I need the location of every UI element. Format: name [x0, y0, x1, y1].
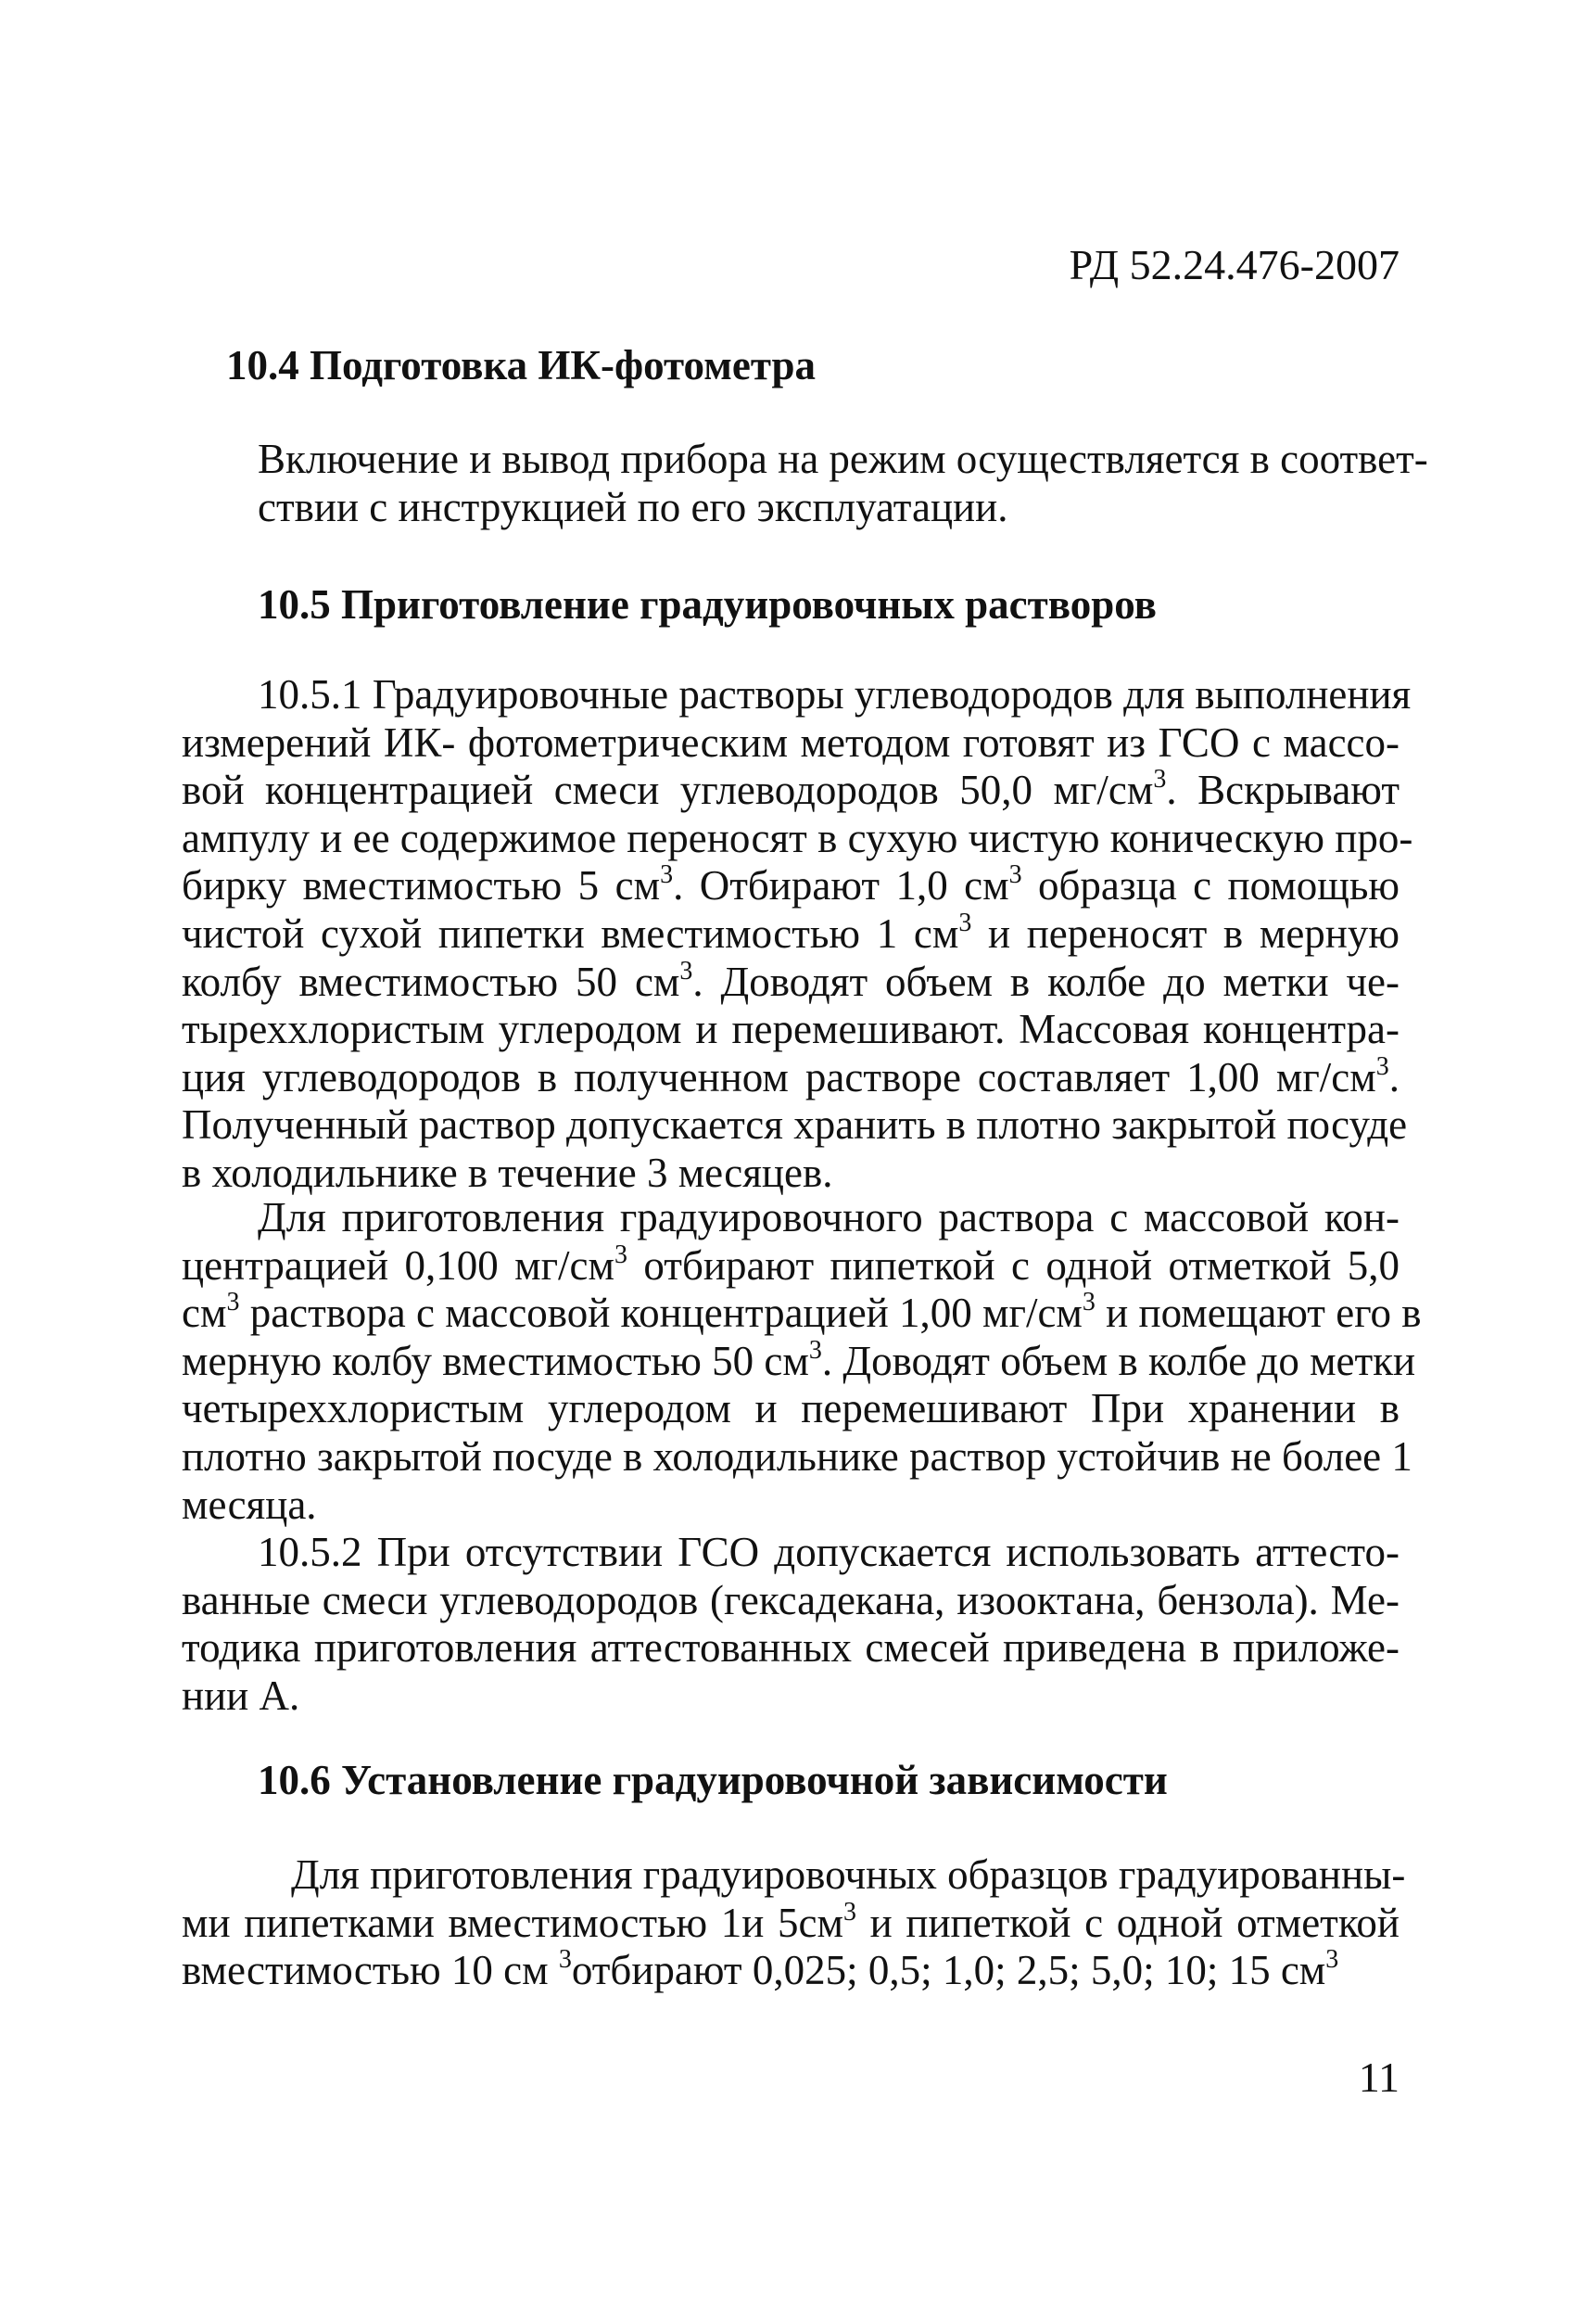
line-part: мерную колбу вместимостью 50 см	[182, 1337, 809, 1384]
line-part: чистой сухой пипетки вместимостью 1 см	[182, 909, 959, 957]
line-part: вой концентрацией смеси углеводородов 50,0 мг/см	[182, 767, 1154, 814]
text-line: измерений ИК- фотометрическим методом готовят из ГСО с массо-	[182, 719, 1400, 766]
text-line	[182, 1335, 1416, 1386]
text-line: Включение и вывод прибора на режим осуществляется в соответ-	[258, 436, 1428, 482]
text-line: ствии с инструкцией по его эксплуатации.	[258, 483, 1008, 530]
line-part: . Отбирают 1,0 см	[673, 862, 1009, 909]
superscript: 3	[679, 956, 693, 986]
superscript: 3	[842, 1897, 856, 1927]
line-part: раствора с массовой концентрацией 1,00 мг/см	[239, 1290, 1083, 1337]
superscript: 3	[1008, 860, 1022, 890]
line-part: .	[1388, 1053, 1400, 1100]
text-line: в холодильнике в течение 3 месяцев.	[182, 1149, 833, 1196]
superscript: 3	[1375, 1051, 1389, 1081]
line-part: отбирают пипеткой с одной отметкой 5,0	[627, 1241, 1400, 1289]
text-line: Для приготовления градуировочного раствора с массовой кон-	[258, 1194, 1400, 1240]
text-line: ванные смеси углеводородов (гексадекана, изооктана, бензола). Ме-	[182, 1576, 1400, 1623]
line-part: и переносят в мерную	[971, 909, 1400, 957]
line-part: отбирают 0,025; 0,5; 1,0; 2,5; 5,0; 10; 15 см	[571, 1947, 1326, 1994]
superscript: 3	[1325, 1945, 1339, 1975]
section-heading-10-4: 10.4 Подготовка ИК-фотометра	[226, 342, 816, 388]
superscript: 3	[1153, 765, 1167, 795]
line-part: . Доводят объем в колбе до метки	[821, 1337, 1416, 1384]
line-part: и пипеткой с одной отметкой	[855, 1899, 1400, 1946]
superscript: 3	[226, 1288, 240, 1317]
text-line	[182, 910, 1400, 959]
line-part: вместимостью 10 см	[182, 1947, 559, 1994]
text-line: 10.5.2 При отсутствии ГСО допускается использовать аттесто-	[258, 1529, 1400, 1576]
page-number: 11	[1358, 2054, 1400, 2101]
paragraph-10-5-1	[182, 671, 1413, 1198]
paragraph-10-6	[182, 1851, 1406, 1995]
line-part: центрацией 0,100 мг/см	[182, 1241, 614, 1289]
text-line	[182, 1242, 1400, 1291]
text-line	[182, 1288, 1422, 1338]
text-line	[182, 1051, 1400, 1102]
text-line: плотно закрытой посуде в холодильнике раствор устойчив не более 1	[182, 1432, 1412, 1480]
text-line: четыреххлористым углеродом и перемешивают При хранении в	[182, 1385, 1400, 1432]
line-part: . Вскрывают	[1166, 767, 1400, 814]
line-part: см	[182, 1290, 227, 1337]
text-line: Полученный раствор допускается хранить в плотно закрытой посуде	[182, 1101, 1408, 1149]
paragraph-10-4	[258, 436, 1428, 531]
text-line: месяца.	[182, 1481, 317, 1528]
text-line	[182, 862, 1400, 910]
superscript: 3	[660, 860, 674, 890]
text-line: ампулу и ее содержимое переносят в сухую чистую коническую про-	[182, 814, 1413, 861]
text-line: нии А.	[182, 1672, 300, 1719]
text-line	[182, 767, 1400, 815]
superscript: 3	[614, 1240, 627, 1269]
paragraph-10-5-1-cont	[182, 1194, 1422, 1721]
text-line: тырехxлористым углеродом и перемешивают. Массовая концентра-	[182, 1006, 1400, 1053]
line-part: и помещают его в	[1095, 1290, 1422, 1337]
text-line: 10.5.1 Градуировочные растворы углеводородов для выполнения	[258, 671, 1412, 718]
line-part: . Доводят объем в колбе до метки че-	[692, 958, 1400, 1005]
line-part: колбу вместимостью 50 см	[182, 958, 680, 1005]
line-part: ция углеводородов в полученном растворе составляет 1,00 мг/см	[182, 1053, 1376, 1100]
text-line: Для приготовления градуировочных образцов градуированны-	[291, 1851, 1406, 1898]
line-part: образца с помощью	[1021, 862, 1400, 909]
section-heading-10-6: 10.6 Установление градуировочной зависимости	[258, 1757, 1168, 1803]
superscript: 3	[808, 1335, 822, 1365]
document-code: РД 52.24.476-2007	[1069, 241, 1400, 288]
text-line	[182, 1947, 1400, 1995]
text-line	[182, 1897, 1400, 1948]
text-line	[182, 956, 1400, 1007]
superscript: 3	[1082, 1288, 1096, 1317]
superscript: 3	[958, 908, 972, 937]
superscript: 3	[558, 1945, 572, 1975]
line-part: бирку вместимостью 5 см	[182, 862, 661, 909]
text-line: тодика приготовления аттестованных смесей приведена в приложе-	[182, 1624, 1400, 1672]
line-part: ми пипетками вместимостью 1и 5см	[182, 1899, 843, 1946]
section-heading-10-5: 10.5 Приготовление градуировочных растворов	[258, 581, 1157, 628]
